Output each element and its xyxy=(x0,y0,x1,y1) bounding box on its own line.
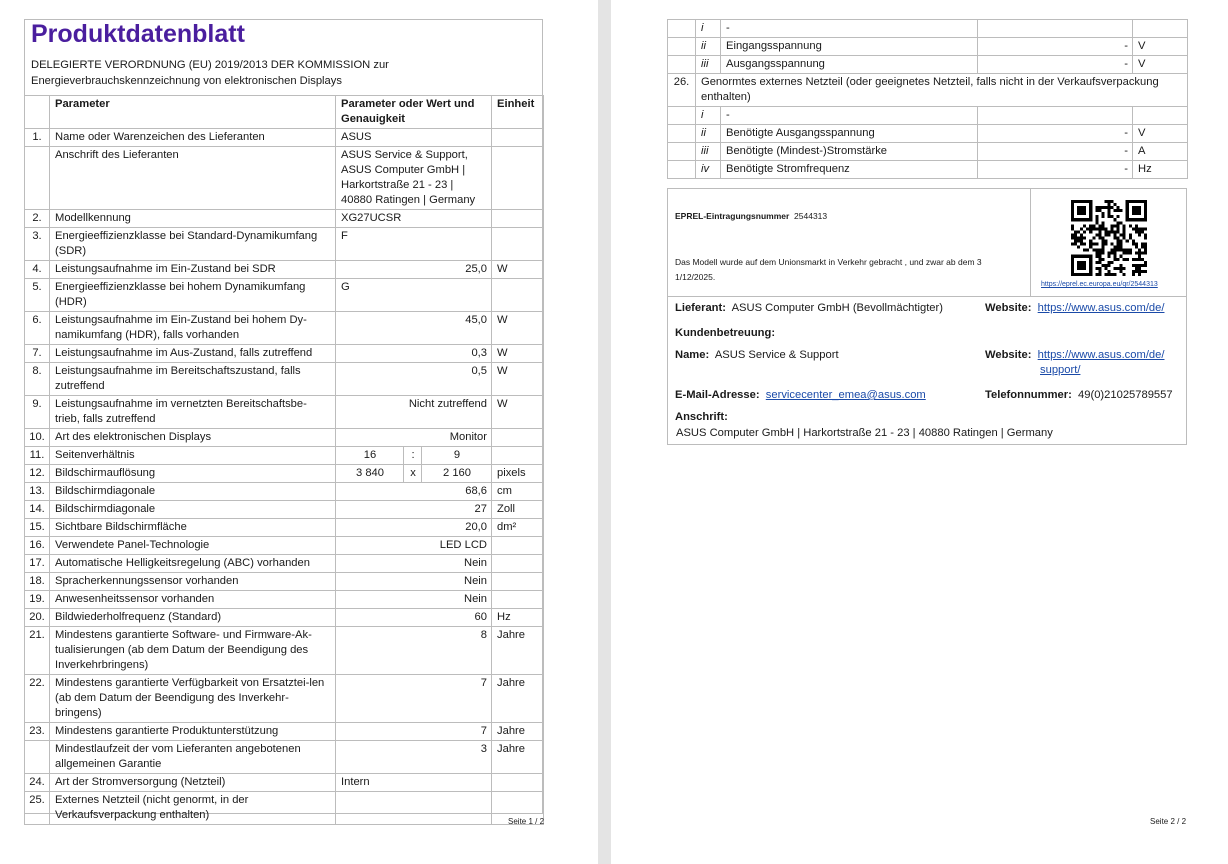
row-number: 3. xyxy=(25,228,50,261)
support-name-line xyxy=(675,348,839,363)
unit-cell xyxy=(492,591,544,609)
unit-cell xyxy=(492,537,544,555)
unit-cell: A xyxy=(1133,143,1188,161)
table-row xyxy=(25,537,544,555)
unit-cell: Hz xyxy=(1133,161,1188,179)
table-row xyxy=(25,483,544,501)
table-row xyxy=(25,447,544,465)
website-label: Website: xyxy=(985,302,1032,314)
support-website-link-cont[interactable]: support/ xyxy=(1040,364,1081,376)
label-cell: Benötigte Stromfrequenz xyxy=(721,161,978,179)
value-cell xyxy=(978,107,1133,125)
market-date-line1: Das Modell wurde auf dem Unionsmarkt in Verkehr gebracht , und zwar ab dem 3 xyxy=(675,257,982,267)
value-b-cell: 9 xyxy=(422,447,492,465)
parameter-cell: Mindestens garantierte Produktunterstützung xyxy=(50,723,336,741)
row-number: 16. xyxy=(25,537,50,555)
email-link[interactable]: servicecenter_emea@asus.com xyxy=(765,389,926,401)
parameter-cell: Bildschirmauflösung xyxy=(50,465,336,483)
unit-cell: V xyxy=(1133,125,1188,143)
row-number xyxy=(668,38,696,56)
row-number xyxy=(668,125,696,143)
row-number: 6. xyxy=(25,312,50,345)
unit-cell xyxy=(492,279,544,312)
value-cell: LED LCD xyxy=(336,537,492,555)
parameter-cell: Mindestens garantierte Software- und Firmware-Ak-tualisierungen (ab dem Datum der Beendigung des Inverkehrbringens) xyxy=(50,627,336,675)
parameter-cell: Leistungsaufnahme im vernetzten Bereitschaftsbe-trieb, falls zutreffend xyxy=(50,396,336,429)
row-number xyxy=(668,161,696,179)
value-cell: 45,0 xyxy=(336,312,492,345)
table-row xyxy=(668,74,1188,107)
sub-index-cell: ii xyxy=(696,38,721,56)
row-number: 15. xyxy=(25,519,50,537)
market-date-line2: 1/12/2025. xyxy=(675,272,716,282)
value-cell: 27 xyxy=(336,501,492,519)
row-number: 26. xyxy=(668,74,696,107)
parameter-cell: Leistungsaufnahme im Ein-Zustand bei SDR xyxy=(50,261,336,279)
unit-cell: W xyxy=(492,312,544,345)
power-supply-table xyxy=(667,19,1188,179)
document-title: Produktdatenblatt xyxy=(31,20,245,48)
table-row xyxy=(25,228,544,261)
table-row xyxy=(25,312,544,345)
qr-link[interactable]: https://eprel.ec.europa.eu/qr/2544313 xyxy=(1041,281,1158,288)
table-row xyxy=(25,792,544,825)
page-gutter xyxy=(598,0,611,864)
parameter-cell: Sichtbare Bildschirmfläche xyxy=(50,519,336,537)
parameter-cell: Seitenverhältnis xyxy=(50,447,336,465)
value-cell: Nicht zutreffend xyxy=(336,396,492,429)
email-line xyxy=(675,388,926,403)
row-number: 18. xyxy=(25,573,50,591)
product-data-table xyxy=(24,95,544,825)
unit-cell xyxy=(492,228,544,261)
phone-value: 49(0)21025789557 xyxy=(1078,389,1173,401)
value-cell: - xyxy=(978,38,1133,56)
value-cell: Intern xyxy=(336,774,492,792)
parameter-cell: Spracherkennungssensor vorhanden xyxy=(50,573,336,591)
name-label: Name: xyxy=(675,349,710,361)
table-row xyxy=(25,396,544,429)
parameter-cell: Anschrift des Lieferanten xyxy=(50,147,336,210)
row-number: 7. xyxy=(25,345,50,363)
unit-header: Einheit xyxy=(492,96,544,129)
value-cell: ASUS xyxy=(336,129,492,147)
value-cell: XG27UCSR xyxy=(336,210,492,228)
row-number xyxy=(25,741,50,774)
sub-index-cell: i xyxy=(696,20,721,38)
website-line xyxy=(985,301,1164,316)
value-cell: - xyxy=(978,125,1133,143)
support-website-line2 xyxy=(1040,363,1080,378)
phone-line xyxy=(985,388,1173,403)
unit-cell: V xyxy=(1133,38,1188,56)
unit-cell xyxy=(492,447,544,465)
parameter-cell: Bildschirmdiagonale xyxy=(50,483,336,501)
row-number: 20. xyxy=(25,609,50,627)
unit-cell xyxy=(492,210,544,228)
parameter-cell: Leistungsaufnahme im Aus-Zustand, falls zutreffend xyxy=(50,345,336,363)
table-row xyxy=(25,555,544,573)
parameter-cell: Art der Stromversorgung (Netzteil) xyxy=(50,774,336,792)
row-number: 12. xyxy=(25,465,50,483)
value-cell: Nein xyxy=(336,591,492,609)
supplier-line xyxy=(675,301,943,316)
sub-index-cell: iv xyxy=(696,161,721,179)
table-row xyxy=(25,591,544,609)
parameter-cell: Energieeffizienzklasse bei Standard-Dynamikumfang (SDR) xyxy=(50,228,336,261)
row-number: 9. xyxy=(25,396,50,429)
label-cell: Benötigte (Mindest-)Stromstärke xyxy=(721,143,978,161)
parameter-cell: Name oder Warenzeichen des Lieferanten xyxy=(50,129,336,147)
eprel-line xyxy=(675,209,827,224)
value-separator-cell: : xyxy=(404,447,422,465)
table-row xyxy=(25,465,544,483)
table-row xyxy=(25,609,544,627)
unit-cell xyxy=(492,129,544,147)
divider xyxy=(668,296,1186,297)
table-row xyxy=(668,38,1188,56)
row-number: 24. xyxy=(25,774,50,792)
table-row xyxy=(25,210,544,228)
row-number: 22. xyxy=(25,675,50,723)
value-cell: ASUS Service & Support, ASUS Computer GmbH | Harkortstraße 21 - 23 | 40880 Ratingen | Germany xyxy=(336,147,492,210)
parameter-cell: Verwendete Panel-Technologie xyxy=(50,537,336,555)
value-b-cell: 2 160 xyxy=(422,465,492,483)
unit-cell xyxy=(492,774,544,792)
label-cell: Ausgangsspannung xyxy=(721,56,978,74)
table-row xyxy=(25,774,544,792)
label-cell: Benötigte Ausgangsspannung xyxy=(721,125,978,143)
label-cell: - xyxy=(721,107,978,125)
table-row xyxy=(25,261,544,279)
support-heading: Kundenbetreuung: xyxy=(675,327,776,339)
row-number: 14. xyxy=(25,501,50,519)
row-number: 4. xyxy=(25,261,50,279)
label-cell: Eingangsspannung xyxy=(721,38,978,56)
divider xyxy=(1030,189,1031,296)
row-number: 25. xyxy=(25,792,50,825)
parameter-cell: Mindestens garantierte Verfügbarkeit von Ersatztei-len (ab dem Datum der Beendigung des Inverkehr-bringens) xyxy=(50,675,336,723)
value-separator-cell: x xyxy=(404,465,422,483)
value-cell: 25,0 xyxy=(336,261,492,279)
value-header: Parameter oder Wert und Genauigkeit xyxy=(336,96,492,129)
unit-cell: cm xyxy=(492,483,544,501)
parameter-cell: Bildwiederholfrequenz (Standard) xyxy=(50,609,336,627)
value-cell: 20,0 xyxy=(336,519,492,537)
parameter-cell: Automatische Helligkeitsregelung (ABC) vorhanden xyxy=(50,555,336,573)
sub-index-cell: iii xyxy=(696,143,721,161)
row-number: 2. xyxy=(25,210,50,228)
unit-cell: dm² xyxy=(492,519,544,537)
unit-cell: Jahre xyxy=(492,627,544,675)
table-row xyxy=(668,107,1188,125)
row-number xyxy=(25,147,50,210)
table-row xyxy=(668,161,1188,179)
row-number: 8. xyxy=(25,363,50,396)
parameter-cell: Energieeffizienzklasse bei hohem Dynamikumfang (HDR) xyxy=(50,279,336,312)
value-cell: F xyxy=(336,228,492,261)
value-cell: G xyxy=(336,279,492,312)
value-cell: 8 xyxy=(336,627,492,675)
row-number: 23. xyxy=(25,723,50,741)
unit-cell: Jahre xyxy=(492,741,544,774)
eprel-number: 2544313 xyxy=(794,211,828,221)
unit-cell: W xyxy=(492,261,544,279)
row-number: 1. xyxy=(25,129,50,147)
num-header xyxy=(25,96,50,129)
website2-label: Website: xyxy=(985,349,1032,361)
supplier-value: ASUS Computer GmbH (Bevollmächtigter) xyxy=(731,302,943,314)
row-number xyxy=(668,143,696,161)
row-number: 5. xyxy=(25,279,50,312)
support-website-link[interactable]: https://www.asus.com/de/ xyxy=(1037,349,1165,361)
parameter-cell: Leistungsaufnahme im Ein-Zustand bei hohem Dy-namikumfang (HDR), falls vorhanden xyxy=(50,312,336,345)
value-cell: Nein xyxy=(336,573,492,591)
table-row xyxy=(668,125,1188,143)
parameter-cell: Externes Netzteil (nicht genormt, in der Verkaufsverpackung enthalten) xyxy=(50,792,336,825)
table-row xyxy=(25,147,544,210)
table-row xyxy=(25,429,544,447)
address-label: Anschrift: xyxy=(675,411,728,423)
table-row xyxy=(25,501,544,519)
parameter-cell: Bildschirmdiagonale xyxy=(50,501,336,519)
table-header-row xyxy=(25,96,544,129)
param-header: Parameter xyxy=(50,96,336,129)
table-row xyxy=(25,627,544,675)
parameter-cell: Leistungsaufnahme im Bereitschaftszustand, falls zutreffend xyxy=(50,363,336,396)
table-row xyxy=(25,129,544,147)
page-2 xyxy=(611,0,1228,864)
value-cell: 7 xyxy=(336,723,492,741)
value-cell: Monitor xyxy=(336,429,492,447)
sub-index-cell: i xyxy=(696,107,721,125)
value-cell xyxy=(336,792,492,825)
value-cell: Nein xyxy=(336,555,492,573)
unit-cell: Hz xyxy=(492,609,544,627)
unit-cell: W xyxy=(492,396,544,429)
unit-cell: Jahre xyxy=(492,675,544,723)
row-number: 10. xyxy=(25,429,50,447)
unit-cell xyxy=(492,147,544,210)
unit-cell: Zoll xyxy=(492,501,544,519)
parameter-cell: Anwesenheitssensor vorhanden xyxy=(50,591,336,609)
phone-label: Telefonnummer: xyxy=(985,389,1072,401)
value-cell: 7 xyxy=(336,675,492,723)
table-row xyxy=(668,143,1188,161)
value-cell: 0,5 xyxy=(336,363,492,396)
parameter-cell: Mindestlaufzeit der vom Lieferanten angebotenen allgemeinen Garantie xyxy=(50,741,336,774)
value-cell: - xyxy=(978,56,1133,74)
document-subtitle: DELEGIERTE VERORDNUNG (EU) 2019/2013 DER KOMMISSION zur Energieverbrauchskennzeichnung von elektronischen Displays xyxy=(31,59,389,87)
unit-cell: Jahre xyxy=(492,723,544,741)
row-number xyxy=(668,107,696,125)
table-row xyxy=(668,20,1188,38)
value-cell: - xyxy=(978,143,1133,161)
row-number: 21. xyxy=(25,627,50,675)
value-cell xyxy=(978,20,1133,38)
eprel-contact-box xyxy=(667,188,1187,445)
unit-cell: pixels xyxy=(492,465,544,483)
table-row xyxy=(25,363,544,396)
page-1 xyxy=(0,0,598,864)
row-number: 19. xyxy=(25,591,50,609)
value-cell: 0,3 xyxy=(336,345,492,363)
row-number xyxy=(668,56,696,74)
value-a-cell: 3 840 xyxy=(336,465,404,483)
table-row xyxy=(25,345,544,363)
table-row xyxy=(25,279,544,312)
page-number: Seite 2 / 2 xyxy=(1150,817,1187,826)
table-row xyxy=(25,573,544,591)
row-number: 11. xyxy=(25,447,50,465)
parameter-cell: Modellkennung xyxy=(50,210,336,228)
supplier-label: Lieferant: xyxy=(675,302,726,314)
table-row xyxy=(25,675,544,723)
value-a-cell: 16 xyxy=(336,447,404,465)
item-26-text: Genormtes externes Netzteil (oder geeignetes Netzteil, falls nicht in der Verkaufsverpackung enthalten) xyxy=(696,74,1188,107)
unit-cell xyxy=(1133,20,1188,38)
qr-code-icon xyxy=(1071,200,1147,276)
table-row xyxy=(25,519,544,537)
table-row xyxy=(668,56,1188,74)
unit-cell xyxy=(492,573,544,591)
parameter-cell: Art des elektronischen Displays xyxy=(50,429,336,447)
value-cell: 60 xyxy=(336,609,492,627)
value-cell: - xyxy=(978,161,1133,179)
address-value: ASUS Computer GmbH | Harkortstraße 21 - 23 | 40880 Ratingen | Germany xyxy=(676,427,1053,439)
row-number: 17. xyxy=(25,555,50,573)
email-label: E-Mail-Adresse: xyxy=(675,389,760,401)
unit-cell xyxy=(1133,107,1188,125)
support-website-line xyxy=(985,348,1164,363)
value-cell: 68,6 xyxy=(336,483,492,501)
value-cell: 3 xyxy=(336,741,492,774)
table-row xyxy=(25,741,544,774)
sub-index-cell: iii xyxy=(696,56,721,74)
row-number: 13. xyxy=(25,483,50,501)
unit-cell: V xyxy=(1133,56,1188,74)
sub-index-cell: ii xyxy=(696,125,721,143)
name-value: ASUS Service & Support xyxy=(714,349,839,361)
eprel-label: EPREL-Eintragungsnummer xyxy=(675,211,790,221)
row-number xyxy=(668,20,696,38)
label-cell: - xyxy=(721,20,978,38)
unit-cell xyxy=(492,555,544,573)
unit-cell: W xyxy=(492,363,544,396)
unit-cell: W xyxy=(492,345,544,363)
page-number: Seite 1 / 2 xyxy=(508,817,545,826)
table-row xyxy=(25,723,544,741)
website-link[interactable]: https://www.asus.com/de/ xyxy=(1037,302,1165,314)
unit-cell xyxy=(492,429,544,447)
